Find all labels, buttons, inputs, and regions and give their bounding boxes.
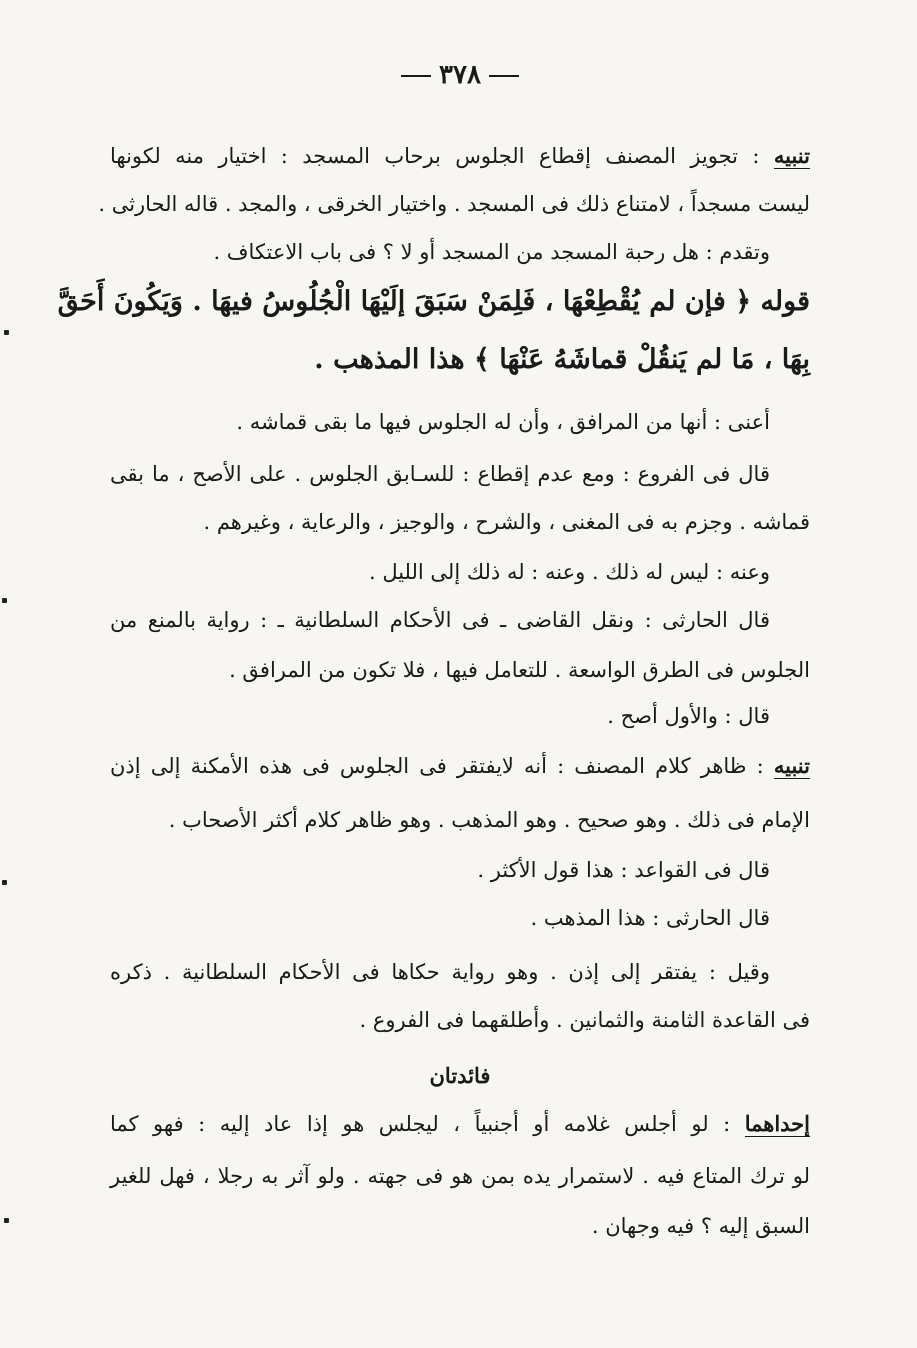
term-tanbih: تنبيه [773,753,810,778]
section-heading: فائدتان [429,1063,491,1088]
dash-right [401,75,431,77]
page [57,60,810,1330]
text-line: فى القاعدة الثامنة والثمانين . وأطلقهما فى الفروع . [359,1008,810,1032]
text-line: قال الحارثى : ونقل القاضى ـ فى الأحكام السلطانية ـ : رواية بالمنع من [110,608,770,632]
text-line: قال : والأول أصح . [607,704,770,728]
text-line: وتقدم : هل رحبة المسجد من المسجد أو لا ؟ فى باب الاعتكاف . [213,240,770,264]
margin-mark [4,330,9,335]
page-number [110,60,810,90]
text-line: الجلوس فى الطرق الواسعة . للتعامل فيها ، فلا تكون من المرافق . [229,658,810,682]
text-line: وقيل : يفتقر إلى إذن . وهو رواية حكاها فى الأحكام السلطانية . ذكره [110,960,770,984]
text-line: إحداهما : لو أجلس غلامه أو أجنبياً ، ليجلس هو إذا عاد إليه : فهو كما [110,1111,810,1136]
page-number-text: ٣٧٨ [439,60,481,90]
term-ihdahuma: إحداهما [744,1111,810,1136]
text-line: قال فى القواعد : هذا قول الأكثر . [477,858,770,882]
text-line: السبق إليه ؟ فيه وجهان . [591,1214,810,1238]
term-tanbih: تنبيه [773,143,810,168]
margin-mark [2,880,7,885]
text-line: قال الحارثى : هذا المذهب . [530,906,770,930]
margin-mark [2,598,7,603]
text-line: قماشه . وجزم به فى المغنى ، والشرح ، والوجيز ، والرعاية ، وغيرهم . [203,510,810,534]
quran-line: قوله ﴿ فإن لم يُقْطِعْهَا ، فَلِمَنْ سَبَقَ إلَيْهَا الْجُلُوسُ فيهَا . وَيَكُونَ أَحَقَّ [57,286,810,317]
text-line: تنبيه : ظاهر كلام المصنف : أنه لايفتقر فى الجلوس فى هذه الأمكنة إلى إذن [110,753,810,778]
quran-line: بِهَا ، مَا لم يَنقُلْ قماشَهُ عَنْهَا ﴾ هذا المذهب . [314,344,810,375]
margin-mark [4,1218,9,1223]
text-line: وعنه : ليس له ذلك . وعنه : له ذلك إلى الليل . [368,560,770,584]
dash-left [489,75,519,77]
text-line: أعنى : أنها من المرافق ، وأن له الجلوس فيها ما بقى قماشه . [236,410,770,434]
text-line: الإمام فى ذلك . وهو صحيح . وهو المذهب . وهو ظاهر كلام أكثر الأصحاب . [168,808,810,832]
text-line: قال فى الفروع : ومع عدم إقطاع : للسـابق الجلوس . على الأصح ، ما بقى [110,462,770,486]
text-line: ليست مسجداً ، لامتناع ذلك فى المسجد . واختيار الخرقى ، والمجد . قاله الحارثى . [98,192,810,216]
text-line: لو ترك المتاع فيه . لاستمرار يده بمن هو فى جهته . ولو آثر به رجلا ، فهل للغير [110,1164,810,1188]
text-line: تنبيه : تجويز المصنف إقطاع الجلوس برحاب المسجد : اختيار منه لكونها [110,143,810,168]
